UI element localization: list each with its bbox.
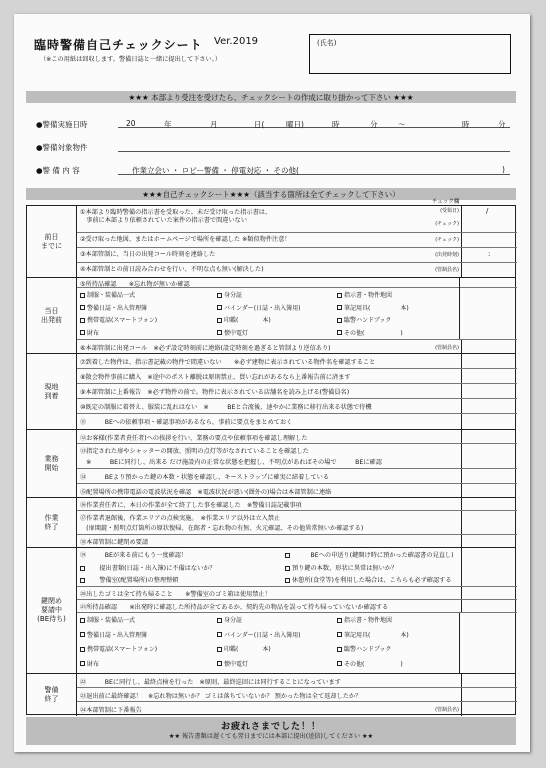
check-cell[interactable] [461,384,517,398]
checkbox-square[interactable] [217,293,222,298]
item-label: 印鑑( 本) [224,317,271,324]
checkbox-square[interactable] [80,661,85,666]
check-cell[interactable] [461,399,517,413]
item-label: その他( ) [344,660,403,668]
date-minute-unit: 分 [370,120,378,129]
check-row: ⑥本部管制に出発コール ※必ず設定時刻前に連絡(設定時刻を過ぎると管制より逆信あり) (管制員名) [77,339,517,354]
check-row: ③本部管制に、当日の出発コール時刻を連絡した (出発時刻) : [77,248,517,263]
section-key-wait [27,548,515,674]
item-checkbox[interactable] [217,615,242,624]
date-hour-unit: 時 [332,120,340,129]
section-label: 業務 開始 [27,430,77,497]
item-checkbox[interactable] [217,290,242,299]
date-end-minute-unit: 分 [498,120,506,129]
item-label: 携帯電話(スマートフォン) [87,317,158,324]
check-row: ⑧散会物件事前に購入 ※途中のポスト離脱は原則禁止、買い忘れがあるなら上番報告前に済ます [77,369,517,384]
item-label: その他( ) [344,329,403,337]
item-checkbox[interactable] [337,659,403,668]
footer-thanks: お疲れさまでした！！ [220,721,321,732]
target-underline[interactable] [118,151,510,152]
date-tilde: 〜 [398,120,406,129]
item-label: 財布 [87,660,100,668]
checkbox-square[interactable] [337,330,342,335]
item-grid [77,614,459,672]
item-label: 身分証 [224,617,243,624]
section-label: 現地 到着 [27,354,77,429]
check-cell[interactable] [461,535,517,548]
check-cell[interactable]: / [461,206,517,232]
self-check-banner: ★★★自己チェックシート★★★（該当する箇所は全てチェックして下さい） [26,188,516,200]
item-label: 制服・装備品一式 [87,292,136,299]
checksheet-paper [14,14,530,752]
checkbox-square[interactable] [217,330,222,335]
check-row: ㉔本部管制に下番報告 (管制員名) [77,702,517,716]
check-cell[interactable] [461,702,517,716]
check-row: ⑰作業者退館後、作業エリアの点検実施。 ※作業エリア以外は立入禁止 (扉開錠・照明点灯箇所の原状復帰、在館者・忘れ物の有無、火元確認、その他異常無いか確認する) [77,511,517,535]
sheet-note: （※この用紙は回収します。警備日誌と一緒に提出して下さい。） [40,56,222,63]
section-label: 鍵閉め 要請中 (BE待ち) [27,548,77,673]
check-row: ⑯作業責任者に、本日の作業が全て終了した事を確認した ※警備日誌記載事項 [77,498,517,511]
check-row: ⑳出したゴミは全て持ち帰ること ※警備室のゴミ箱は使用禁止！ [77,587,517,600]
section-work-start [27,430,515,498]
name-field[interactable] [309,34,511,74]
checkbox-square[interactable] [337,305,342,310]
date-day-unit: 日( [254,120,265,129]
check-row: ㉑所持品確認 ※出発時に確認した所持品が全てあるか、契約先の物品を誤って持ち帰っていないか確認する [77,600,517,613]
check-row: ①本部より臨時警備の指示書を受取った。未だ受け取った指示書は、 事前に本部より依頼されていた案件の指示書で間違いない (受領日) (チェック) / [77,206,517,233]
check-cell[interactable]: : [461,248,517,262]
check-cell[interactable] [461,674,517,687]
item-label: 制服・装備品一式 [87,617,136,624]
section-before-day [27,206,515,278]
check-cell[interactable] [461,600,517,612]
item-checkbox[interactable] [337,328,403,337]
check-cell[interactable] [461,548,517,586]
check-row: ⑨本部管制に上番報告 ※必ず物件の前で。物件に表示されている店舗名を読み上げる(警備員名) [77,384,517,399]
item-label: 身分証 [224,292,243,299]
item-checkbox[interactable] [337,303,409,312]
footer-banner [26,717,516,745]
item-checkbox[interactable] [337,290,392,299]
content-close: ) [502,165,505,174]
check-row: ⑤所持品確認 ※忘れ物が無いか確認 [77,278,517,288]
item-label: 筆記用具( 本) [344,631,409,639]
check-cell[interactable] [461,414,517,430]
item-checkbox[interactable] [217,303,300,312]
check-grid [26,205,516,715]
check-cell[interactable] [461,369,517,383]
check-cell[interactable] [461,354,517,368]
content-options[interactable]: 作業立会い ・ ロビー警備 ・ 停電対応 ・ その他( [132,166,299,175]
item-label: バインダー(日誌・出入簿用) [224,631,301,639]
checkbox-square[interactable] [80,647,85,652]
check-row: ⑩既定の制服に着替え、服装に乱れはない ※ BEと合流後、速やかに業務に移行出来る状態で待機 [77,399,517,414]
item-checkbox[interactable] [337,615,392,624]
check-cell[interactable] [459,613,515,674]
check-row: ⑱本部管制に鍵閉め要請 [77,535,517,548]
item-label: 臨警ハンドブック [344,317,392,324]
section-label: 作業 終了 [27,498,77,547]
section-work-end [27,498,515,548]
item-label: 指示書・物件地図 [344,292,393,299]
item-label: 警備日誌・出入管理簿 [87,631,148,639]
item-checkbox[interactable] [80,644,157,653]
item-checkbox[interactable] [217,328,248,337]
item-checkbox[interactable] [337,644,391,653]
item-label: 警備日誌・出入管理簿 [87,304,148,312]
checkbox-square[interactable] [80,632,85,637]
item-checkbox[interactable] [80,315,157,324]
target-label: ●警備対象物件 [36,143,88,152]
date-label: ●警備実施日時 [36,120,88,129]
checkbox-square[interactable] [337,632,342,637]
check-cell[interactable] [461,587,517,599]
check-cell[interactable] [461,263,517,278]
footer-note: ★★ 報告書類は遅くても翌日までには本部に提出(送信)してください ★★ [168,732,374,740]
section-guard-end [27,674,515,716]
checkbox-square[interactable] [217,318,222,323]
check-cell[interactable] [461,340,517,354]
item-checkbox[interactable] [217,644,271,653]
item-checkbox[interactable] [80,328,99,337]
check-cell[interactable] [461,233,517,247]
sheet-title: 臨時警備自己チェックシート [34,38,203,52]
item-label: 印鑑( 本) [224,646,271,653]
checkbox-square[interactable] [217,632,222,637]
check-cell[interactable] [461,498,517,510]
check-cell[interactable] [461,511,517,534]
item-checkbox[interactable] [337,630,409,639]
check-row: ⑲ BEが来る前にもう一度確認！ 提出書類(日誌・出入簿)に不備はないか？ 警備室(配置場所)の整理整頓 BEへの申送り(鍵開け時に預かった確認書の見直し) 預り鍵の本数、形状に異常は無いか？ 休憩所(食堂等)を利用した場合は、こちらも必ず確認する [77,548,517,587]
check-row: ②受け取った地図、またはホームページで場所を確認した ※類似物件注意！ (チェック) [77,233,517,248]
checkbox-square[interactable] [337,293,342,298]
item-checkbox[interactable] [80,615,135,624]
section-label: 当日 出発前 [27,278,77,353]
check-cell[interactable] [461,469,517,483]
checkbox-square[interactable] [217,618,222,623]
sheet-version: Ver.2019 [214,36,259,47]
check-cell[interactable] [461,444,517,468]
check-row: ⑭ BEより預かった鍵の本数・状態を確認し、キーストラップに確実に結着している [77,469,517,484]
check-cell[interactable] [459,278,515,339]
item-label: 臨警ハンドブック [344,646,392,653]
check-cell[interactable] [461,430,517,443]
item-label: 財布 [87,329,100,337]
checkbox-square[interactable] [337,318,342,323]
section-arrival [27,354,515,430]
checkbox-square[interactable] [217,661,222,666]
date-end-hour-unit: 時 [462,120,470,129]
checkbox-square[interactable] [80,318,85,323]
checkbox-square[interactable] [337,647,342,652]
item-label: 懐中電灯 [224,660,249,668]
checkbox-square[interactable] [337,661,342,666]
date-month-unit: 月 [210,120,218,129]
top-banner: ★★★ 本部より受注を受けたら、チェックシートの作成に取り掛かって下さい ★★★ [26,91,516,103]
check-column-label: チェック欄 [432,199,460,205]
check-row: ㉓退出前に最終確認！ ※忘れ物は無いか？ ゴミは落ちていないか？ 預かった物は全て返却したか？ [77,688,517,702]
check-row: ④本部管制との前日読み合わせを行い、不明な点も無い(解決した) (管制員名) [77,263,517,278]
section-departure [27,278,515,354]
check-row: ⑮配置場所の携帯電話の電波状況を確認 ※電波状況が悪い(圏外の)場合は本部管制に連絡 [77,484,517,498]
item-label: 筆記用具( 本) [344,304,409,312]
date-weekday-unit: 曜日) [286,120,304,129]
item-label: 指示書・物件地図 [344,617,393,624]
item-checkbox[interactable] [217,630,300,639]
section-label: 警備 終了 [27,674,77,716]
section-label: 前日 までに [27,206,77,277]
checkbox-square[interactable] [217,305,222,310]
name-label: (氏名) [317,39,337,47]
item-checkbox[interactable] [80,290,135,299]
item-checkbox[interactable] [337,315,391,324]
item-checkbox[interactable] [80,630,147,639]
checkbox-square[interactable] [80,618,85,623]
item-checkbox[interactable] [217,659,248,668]
date-year-unit: 年 [164,120,172,129]
checkbox-square[interactable] [80,330,85,335]
date-year-prefix: 20 [126,119,136,128]
date-underline [118,127,510,128]
checkbox-square[interactable] [337,618,342,623]
item-checkbox[interactable] [80,303,147,312]
check-row: ⑪ BEへの依頼事項・確認事項があるなら、事前に要点をまとめておく [77,414,517,430]
check-row: ⑬指定された扉やシャッターの開放、照明の点灯等がなされていることを確認した ※ BEに同行し、出来る だけ施設内の正常な状態を把握し、不明点があればその場で BEに確認 [77,444,517,469]
check-row: ㉒ BEに同行し、最終点検を行った ※原則、最終巡回には同行することになっています [77,674,517,688]
content-label: ●警 備 内 容 [36,166,80,175]
check-row: ⑦到着した物件は、指示書記載の物件で間違いない ※必ず建物に表示されている物件名を確認すること [77,354,517,369]
checkbox-square[interactable] [80,293,85,298]
check-row: ⑫お客様(作業者責任者)への挨拶を行い、業務の要点や依頼事項を確認し理解した [77,430,517,444]
checkbox-square[interactable] [217,647,222,652]
item-checkbox[interactable] [80,659,99,668]
item-label: 懐中電灯 [224,329,249,337]
check-cell[interactable] [461,484,517,498]
item-label: 携帯電話(スマートフォン) [87,646,158,653]
item-grid [77,289,459,339]
item-label: バインダー(日誌・出入簿用) [224,304,301,312]
checkbox-square[interactable] [80,305,85,310]
check-cell[interactable] [461,688,517,701]
item-checkbox[interactable] [217,315,271,324]
